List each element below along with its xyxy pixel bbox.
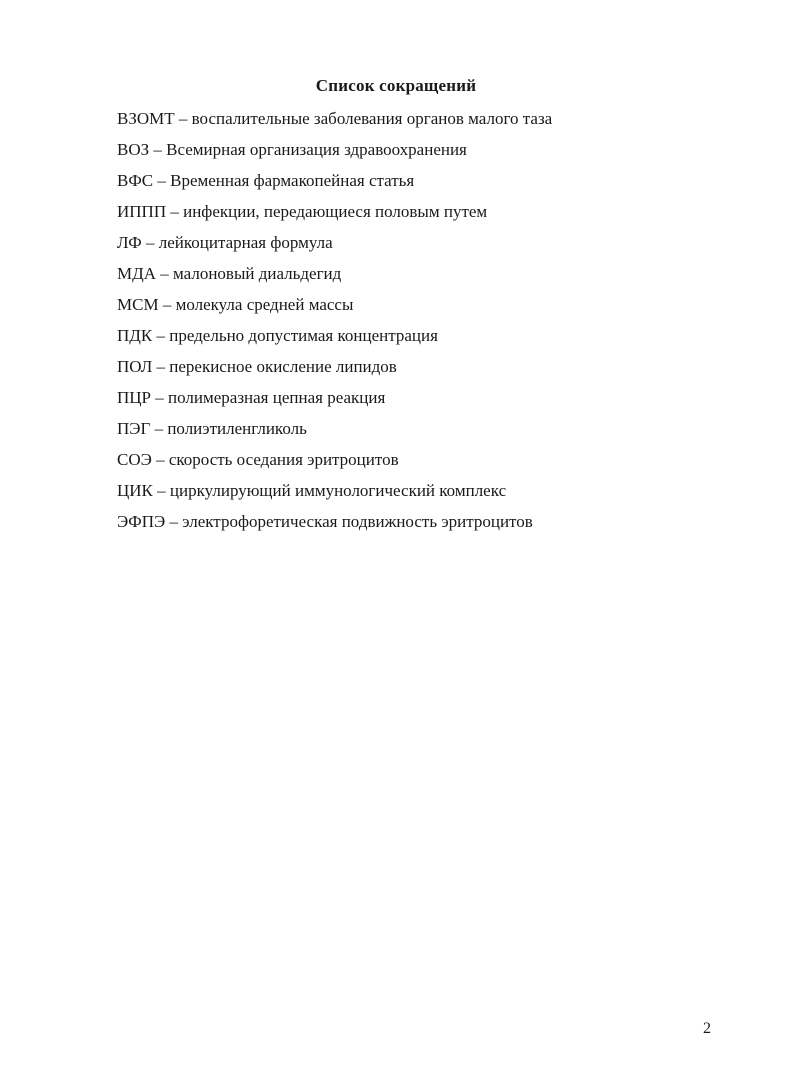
abbreviation-item — [117, 139, 552, 170]
abbreviation-separator: – — [151, 388, 169, 407]
abbreviation-item — [117, 263, 552, 294]
abbreviation-item — [117, 418, 552, 449]
abbreviation-definition: молекула средней массы — [175, 295, 354, 314]
abbreviation-item — [117, 480, 552, 511]
abbreviation-term: ЦИК — [117, 481, 153, 500]
abbreviation-term: ВЗОМТ — [117, 109, 175, 128]
abbreviation-separator: – — [151, 450, 169, 469]
page-number: 2 — [703, 1020, 711, 1037]
abbreviation-definition: циркулирующий иммунологический комплекс — [169, 481, 507, 500]
abbreviation-item — [117, 325, 552, 356]
abbreviation-term: ПОЛ — [117, 357, 153, 376]
abbreviation-separator: – — [149, 140, 167, 159]
abbreviation-definition: полиэтиленгликоль — [167, 419, 307, 438]
abbreviation-definition: лейкоцитарная формула — [158, 233, 333, 252]
abbreviation-definition: малоновый диальдегид — [173, 264, 342, 283]
abbreviation-definition: Всемирная организация здравоохранения — [166, 140, 467, 159]
abbreviation-term: МДА — [117, 264, 156, 283]
abbreviation-item — [117, 170, 552, 201]
abbreviation-list — [117, 108, 552, 542]
abbreviation-definition: инфекции, передающиеся половым путем — [183, 202, 488, 221]
abbreviation-term: ПДК — [117, 326, 153, 345]
abbreviation-separator: – — [152, 481, 170, 500]
abbreviation-term: ЭФПЭ — [117, 512, 166, 531]
abbreviation-term: МСМ — [117, 295, 159, 314]
abbreviation-item — [117, 108, 552, 139]
abbreviation-definition: воспалительные заболевания органов малого таза — [191, 109, 553, 128]
abbreviation-item — [117, 387, 552, 418]
abbreviation-definition: предельно допустимая концентрация — [169, 326, 438, 345]
page-title: Список сокращений — [315, 76, 477, 95]
abbreviation-definition: полимеразная цепная реакция — [168, 388, 386, 407]
abbreviation-item — [117, 232, 552, 263]
abbreviation-definition: скорость оседания эритроцитов — [168, 450, 399, 469]
abbreviation-item — [117, 294, 552, 325]
abbreviation-definition: Временная фармакопейная статья — [170, 171, 415, 190]
abbreviation-term: ПЭГ — [117, 419, 151, 438]
abbreviation-term: ПЦР — [117, 388, 152, 407]
abbreviation-separator: – — [174, 109, 192, 128]
abbreviation-term: ИППП — [117, 202, 167, 221]
abbreviation-definition: перекисное окисление липидов — [169, 357, 397, 376]
abbreviation-separator: – — [141, 233, 159, 252]
abbreviation-separator: – — [156, 264, 173, 283]
abbreviation-term: ВФС — [117, 171, 154, 190]
abbreviation-definition: электрофоретическая подвижность эритроцитов — [182, 512, 533, 531]
abbreviation-item — [117, 511, 552, 542]
abbreviation-separator: – — [158, 295, 176, 314]
abbreviation-separator: – — [152, 357, 170, 376]
abbreviation-term: СОЭ — [117, 450, 152, 469]
abbreviation-separator: – — [152, 326, 170, 345]
abbreviation-separator: – — [153, 171, 171, 190]
abbreviation-term: ВОЗ — [117, 140, 150, 159]
abbreviation-separator: – — [150, 419, 168, 438]
abbreviation-separator: – — [166, 202, 184, 221]
abbreviation-term: ЛФ — [117, 233, 142, 252]
abbreviation-item — [117, 356, 552, 387]
abbreviation-item — [117, 449, 552, 480]
abbreviation-item — [117, 201, 552, 232]
abbreviation-separator: – — [165, 512, 183, 531]
